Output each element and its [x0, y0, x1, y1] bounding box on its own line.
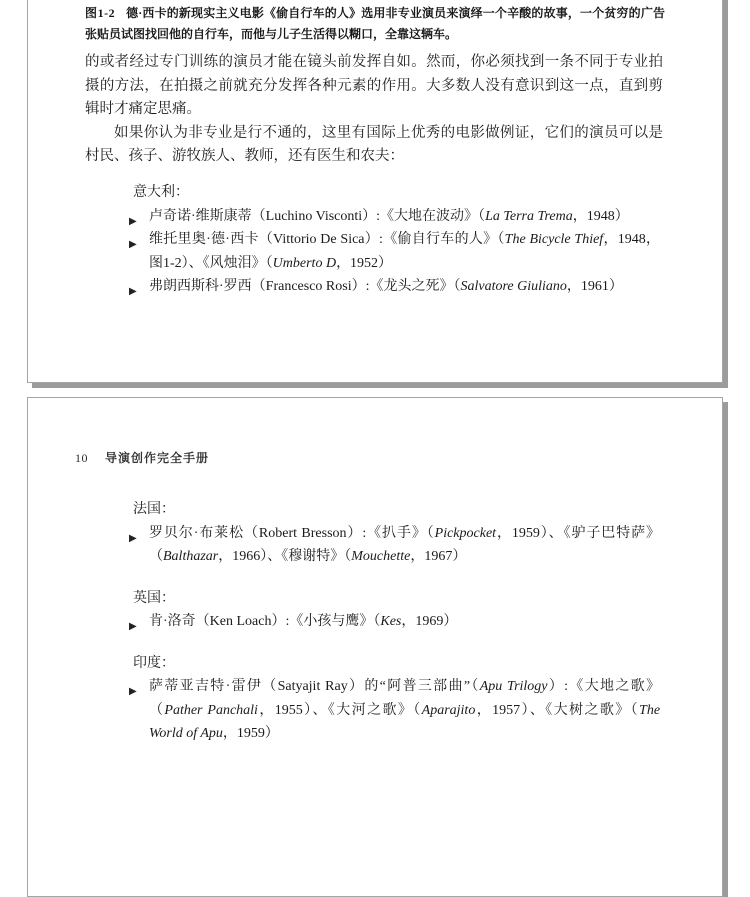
- film-title-latin: Apu Trilogy: [479, 679, 548, 694]
- triangle-bullet-icon: ▶: [129, 532, 137, 544]
- film-title-latin: Aparajito: [421, 702, 476, 718]
- film-text-run: ，1959）: [222, 726, 279, 741]
- film-text-run: ，1952）: [336, 255, 393, 271]
- list-item: [129, 228, 661, 275]
- book-page-previous: [27, 0, 723, 383]
- film-text-run: ，1948，图1-2）、《风烛泪》（: [149, 232, 661, 271]
- film-section-france: [28, 498, 722, 569]
- triangle-bullet-icon: ▶: [129, 215, 137, 227]
- film-entry: [149, 679, 660, 741]
- film-entry: [149, 614, 457, 629]
- film-section-uk: [28, 587, 722, 634]
- page-number: 10: [75, 451, 88, 465]
- film-text-run: ，1967）: [410, 549, 467, 564]
- film-section-italy: [28, 181, 722, 299]
- film-entry: [149, 209, 629, 224]
- paragraph: 如果你认为非专业是行不通的，这里有国际上优秀的电影做例证，它们的演员可以是村民、孩子、游牧族人、教师，还有医生和农夫：: [85, 124, 663, 164]
- film-title-latin: La Terra Trema: [485, 208, 573, 224]
- book-page-10: [27, 397, 723, 897]
- paragraph-continued: 的或者经过专门训练的演员才能在镜头前发挥自如。然而，你必须找到一条不同于专业拍摄的方法，在拍摄之前就充分发挥各种元素的作用。大多数人没有意识到这一点，直到剪辑时才痛定思痛。: [85, 54, 663, 117]
- film-title-latin: Salvatore Giuliano: [460, 279, 567, 294]
- film-text-run: ，1969）: [401, 614, 458, 629]
- figure-caption: [85, 3, 665, 45]
- film-text-run: ，1961）: [566, 279, 623, 294]
- film-text-run: 罗贝尔·布莱松（Robert Bresson）:《扒手》（: [149, 525, 435, 541]
- film-text-run: ，1957）、《大树之歌》（: [475, 702, 640, 718]
- film-text-run: ，1948）: [572, 208, 629, 224]
- film-text-run: 弗朗西斯科·罗西（Francesco Rosi）:《龙头之死》（: [149, 279, 461, 294]
- film-text-run: ，1955）、《大河之歌》（: [257, 702, 422, 718]
- list-item: [129, 275, 660, 299]
- list-item: [129, 522, 661, 569]
- country-label: 法国：: [133, 502, 175, 517]
- film-title-latin: Balthazar: [163, 549, 219, 564]
- film-entry: [149, 279, 623, 294]
- film-text-run: ）:《大地之歌》（: [149, 679, 660, 718]
- list-item: [129, 610, 660, 634]
- figure-caption-text: 德·西卡的新现实主义电影《偷自行车的人》选用非专业演员来演绎一个辛酸的故事，一个贫穷的广告张贴员试图找回他的自行车，而他与儿子生活得以糊口，全靠这辆车。: [85, 6, 665, 41]
- film-title-latin: The World of Apu: [149, 702, 661, 741]
- film-text-run: ，1959）、《驴子巴特萨》（: [149, 525, 661, 564]
- film-title-latin: Mouchette: [351, 549, 411, 564]
- list-item: [129, 205, 660, 229]
- triangle-bullet-icon: ▶: [129, 686, 137, 697]
- figure-caption-label: 图1-2: [85, 6, 116, 20]
- triangle-bullet-icon: ▶: [129, 239, 137, 250]
- film-title-latin: Umberto D: [272, 255, 337, 271]
- country-label: 英国：: [133, 590, 175, 606]
- running-header: [75, 450, 209, 466]
- film-section-india: [28, 652, 722, 746]
- film-title-latin: The Bicycle Thief: [504, 232, 604, 247]
- list-item: [129, 675, 661, 746]
- film-text-run: ，1966）、《穆谢特》（: [218, 549, 352, 564]
- film-entry: [149, 526, 660, 565]
- film-text-run: 萨蒂亚吉特·雷伊（Satyajit Ray）的“阿普三部曲”（: [149, 679, 480, 694]
- film-entry: [149, 232, 660, 271]
- film-list-italy: [28, 181, 722, 317]
- film-list-countries: [28, 498, 722, 764]
- film-text-run: 肯·洛奇（Ken Loach）:《小孩与鹰》（: [149, 614, 381, 629]
- country-label: 意大利：: [133, 185, 189, 200]
- body-text: [85, 51, 663, 169]
- book-title: 导演创作完全手册: [105, 451, 210, 465]
- triangle-bullet-icon: ▶: [129, 286, 137, 297]
- film-title-latin: Pickpocket: [434, 525, 497, 541]
- film-text-run: 维托里奥·德·西卡（Vittorio De Sica）:《偷自行车的人》（: [149, 232, 505, 247]
- film-title-latin: Kes: [380, 614, 402, 629]
- country-label: 印度：: [133, 655, 175, 671]
- film-text-run: 卢奇诺·维斯康蒂（Luchino Visconti）:《大地在波动》（: [149, 208, 486, 224]
- triangle-bullet-icon: ▶: [129, 621, 137, 632]
- film-title-latin: Pather Panchali: [164, 702, 258, 718]
